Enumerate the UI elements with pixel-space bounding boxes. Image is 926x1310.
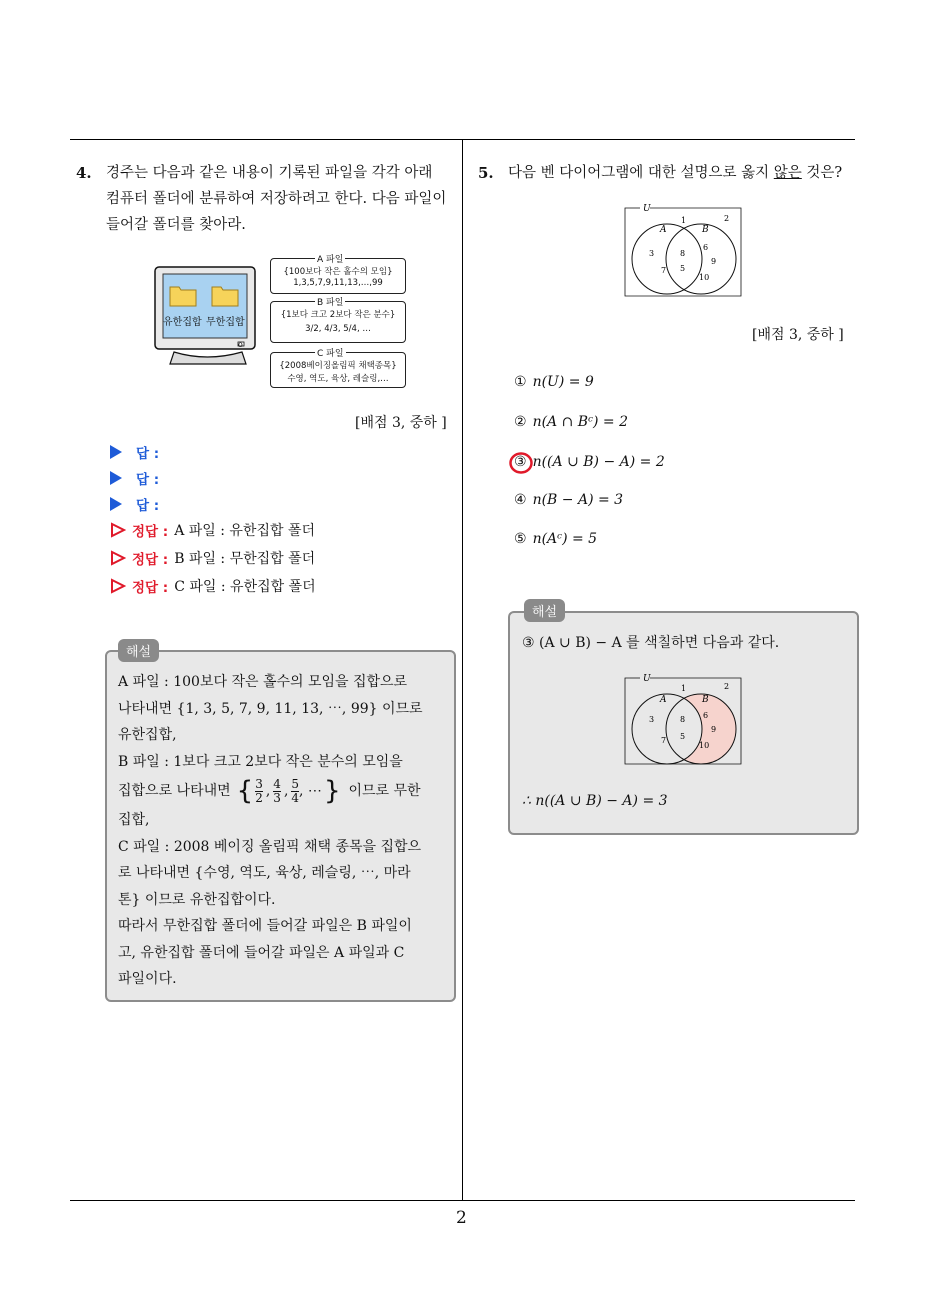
q4-solution-text (118, 669, 444, 993)
correct-answer-row (110, 576, 316, 596)
venn-element: 8 (680, 249, 686, 258)
venn-outside-element: 1 (681, 684, 687, 693)
venn-element: 3 (649, 249, 655, 258)
q5-text-after: 것은? (801, 165, 843, 181)
solution-line: 톤} 이므로 유한집합이다. (118, 891, 276, 908)
venn-diagram-highlighted (620, 670, 746, 770)
file-b-line1: {1보다 크고 2보다 작은 분수} (280, 310, 396, 320)
venn-universe-label: U (643, 204, 651, 214)
answer-row[interactable] (110, 494, 159, 514)
venn-set-a-label: A (660, 695, 667, 705)
fraction-numerator: 4 (273, 776, 281, 791)
q5-text (508, 160, 842, 186)
q4-solution-tag: 해설 (118, 639, 159, 662)
power-button-icon: o (238, 340, 243, 349)
option-number: ② (514, 414, 527, 430)
solution-line: C 파일 : 2008 베이징 올림픽 채택 종목을 집합으 (118, 838, 422, 855)
fraction-denominator: 2 (255, 790, 263, 805)
venn-element: 9 (711, 257, 717, 266)
solution-line: 이므로 무한 (348, 782, 421, 799)
fraction-tail: , ⋯ (299, 782, 322, 799)
solution-line: 나타내면 {1, 3, 5, 7, 9, 11, 13, ⋯, 99} 이므로 (118, 700, 423, 717)
venn-outside-element: 1 (681, 216, 687, 225)
venn-element: 7 (661, 736, 667, 745)
correct-answer-text: B 파일 : 무한집합 폴더 (174, 551, 316, 567)
solution-line: A 파일 : 100보다 작은 홀수의 모임을 집합으로 (118, 674, 408, 690)
file-a-line2: 1,3,5,7,9,11,13,…,99 (293, 278, 383, 288)
play-triangle-icon (110, 445, 122, 459)
folder-finite-label[interactable]: 유한집합 (163, 317, 202, 328)
file-b-box (270, 298, 406, 343)
option-expression: n(Aᶜ) = 5 (532, 531, 598, 547)
outline-triangle-icon (110, 522, 126, 538)
venn-element: 5 (680, 732, 686, 741)
fraction (291, 778, 299, 805)
file-c-line1: {2008베이징올림픽 채택종목} (279, 361, 397, 371)
option-number: ③ (514, 454, 527, 470)
q5-text-before: 다음 벤 다이어그램에 대한 설명으로 옳지 (508, 165, 774, 181)
answer-label: 답 : (136, 446, 160, 462)
q4-line3: 들어갈 폴더를 찾아라. (106, 217, 246, 233)
q5-text-underlined: 않은 (773, 165, 802, 181)
solution-line: 유한집합, (118, 727, 177, 743)
column-divider (462, 139, 463, 1201)
fraction-numerator: 5 (291, 776, 300, 791)
file-a-line1: {100보다 작은 홀수의 모임} (283, 267, 393, 277)
venn-element: 5 (680, 264, 686, 273)
q4-number: 4. (76, 164, 92, 182)
option-number: ⑤ (514, 531, 527, 547)
q4-line1: 경주는 다음과 같은 내용이 기록된 파일을 각각 아래 (106, 165, 433, 181)
q4-difficulty: [배점 3, 중하 ] (355, 415, 447, 431)
folder-icon[interactable] (210, 282, 240, 308)
venn-element: 10 (699, 273, 710, 282)
q5-solution-tag: 해설 (524, 599, 565, 622)
outline-triangle-icon (110, 550, 126, 566)
correct-answer-row (110, 520, 315, 540)
solution-line: 파일이다. (118, 971, 177, 987)
file-b-line2: 3/2, 4/3, 5/4, … (305, 324, 371, 334)
venn-element: 3 (649, 715, 655, 724)
fraction (255, 778, 263, 805)
right-brace: } (323, 775, 341, 806)
solution-line: 로 나타내면 {수영, 역도, 육상, 레슬링, ⋯, 마라 (118, 865, 411, 881)
venn-set-b-label: B (702, 695, 709, 705)
q5-number: 5. (478, 164, 494, 182)
venn-element: 6 (703, 711, 709, 720)
answer-row[interactable] (110, 468, 159, 488)
venn-universe-label: U (643, 674, 651, 684)
q5-difficulty: [배점 3, 중하 ] (752, 327, 844, 343)
option-number: ① (514, 374, 527, 390)
correct-label: 정답 : (132, 524, 169, 540)
left-brace: { (236, 775, 254, 806)
solution-line: B 파일 : 1보다 크고 2보다 작은 분수의 모임을 (118, 753, 403, 770)
answer-label: 답 : (136, 498, 160, 514)
outline-triangle-icon (110, 578, 126, 594)
file-a-box (270, 255, 406, 294)
selected-answer-circle (508, 450, 536, 476)
file-c-line2: 수영, 역도, 육상, 레슬링,… (287, 374, 389, 384)
solution-line: 따라서 무한집합 폴더에 들어갈 파일은 B 파일이 (118, 918, 412, 934)
file-a-title: A 파일 (315, 252, 345, 265)
correct-answer-text: A 파일 : 유한집합 폴더 (174, 523, 316, 539)
option-expression: n(A ∩ Bᶜ) = 2 (532, 414, 629, 430)
venn-element: 10 (699, 741, 710, 750)
play-triangle-icon (110, 497, 122, 511)
venn-diagram (620, 200, 746, 300)
correct-label: 정답 : (132, 552, 169, 568)
venn-set-b-label: B (702, 225, 709, 235)
correct-answer-text: C 파일 : 유한집합 폴더 (174, 579, 316, 595)
q4-text (106, 160, 458, 238)
solution-line: 집합, (118, 812, 150, 828)
option-expression: n(B − A) = 3 (532, 492, 624, 508)
venn-set-a-label: A (660, 225, 667, 235)
bottom-rule (70, 1200, 855, 1201)
solution-line-fraction: 집합으로 나타내면 { $\frac{3}{2}$ , $\frac{4}{3}$ , $\frac{5}{4}$ , ⋯ } 이므로 무한 (118, 775, 421, 806)
venn-outside-element: 2 (724, 682, 730, 691)
solution-line: 집합으로 나타내면 (118, 782, 231, 799)
option-2[interactable] (514, 414, 628, 430)
correct-label: 정답 : (132, 580, 169, 596)
option-3[interactable] (514, 454, 665, 470)
venn-element: 9 (711, 725, 717, 734)
solution-line: 고, 유한집합 폴더에 들어갈 파일은 A 파일과 C (118, 944, 405, 961)
fraction-denominator: 3 (273, 790, 281, 805)
folder-infinite-label[interactable]: 무한집합 (206, 317, 245, 328)
venn-element: 6 (703, 243, 709, 252)
venn-outside-element: 2 (724, 214, 730, 223)
option-expression: n((A ∪ B) − A) = 2 (532, 454, 665, 470)
file-c-title: C 파일 (315, 346, 346, 359)
page-number: 2 (456, 1208, 467, 1228)
option-4[interactable] (514, 492, 623, 508)
option-1[interactable] (514, 374, 594, 390)
play-triangle-icon (110, 471, 122, 485)
option-5[interactable] (514, 531, 597, 547)
fraction (273, 778, 281, 805)
file-b-title: B 파일 (315, 295, 345, 308)
q4-line2: 컴퓨터 폴더에 분류하여 저장하려고 한다. 다음 파일이 (106, 191, 447, 207)
fraction-denominator: 4 (291, 790, 300, 805)
venn-element: 8 (680, 715, 686, 724)
file-c-box (270, 349, 406, 388)
answer-row[interactable] (110, 442, 159, 462)
correct-answer-row (110, 548, 315, 568)
venn-element: 7 (661, 266, 667, 275)
fraction-numerator: 3 (255, 776, 263, 791)
option-expression: n(U) = 9 (532, 374, 594, 390)
answer-label: 답 : (136, 472, 160, 488)
option-number: ④ (514, 492, 527, 508)
q5-solution-line1: ③ (A ∪ B) − A 를 색칠하면 다음과 같다. (522, 635, 780, 651)
folder-icon[interactable] (168, 282, 198, 308)
q5-solution-line2: ∴ n((A ∪ B) − A) = 3 (522, 793, 668, 809)
